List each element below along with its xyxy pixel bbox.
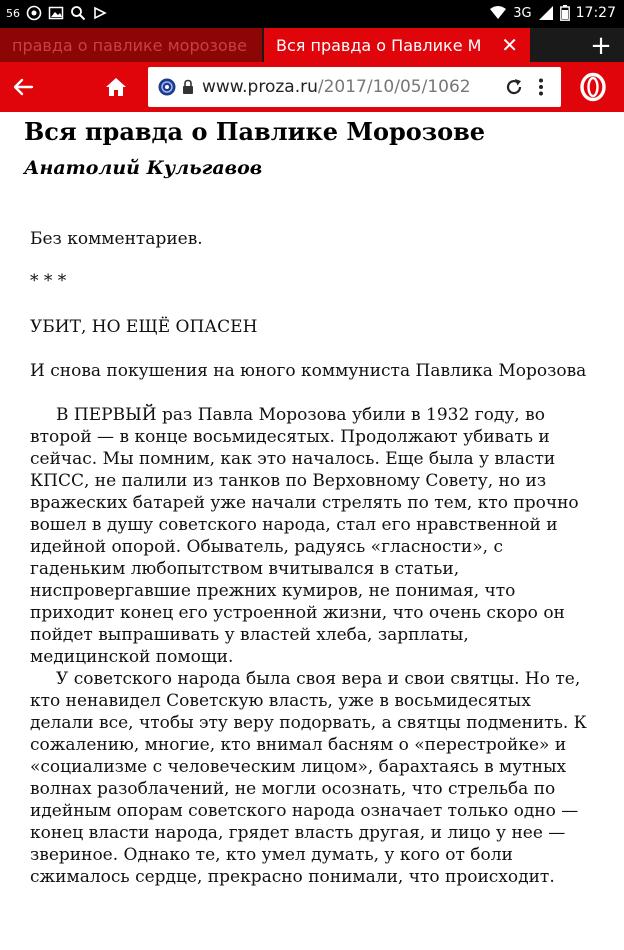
article-subtitle: УБИТ, НО ЕЩЁ ОПАСЕН [30, 317, 258, 337]
paragraph: У советского народа была своя вера и свои святцы. Но те, кто ненавидел Советскую власть, уже в восьмидесятых делали все, чтобы эту веру подорвать, а святцы подменить. К сожалению, многие, кто внимал басням о «перестройке» и «социализме с человеческим лицом», барахтаясь в мутных волнах разоблачений, не могли осознать, что стрельба по идейным опорам советского народа означает только одно — конец власти народа, грядет власть другая, и лицо у нее — звериное. Однако те, кто умел думать, у кого от боли сжималось сердце, прекрасно понимали, что происходит. [30, 669, 587, 887]
home-button[interactable] [102, 73, 130, 101]
article-author[interactable]: Анатолий Кульгавов [24, 157, 263, 179]
gallery-icon [48, 5, 64, 21]
tab-title: правда о павлике морозове [12, 35, 247, 55]
url-domain: www.proza.ru [202, 77, 318, 97]
reload-icon [504, 77, 524, 97]
page-content [0, 112, 624, 950]
address-bar[interactable] [148, 67, 561, 107]
back-button[interactable] [8, 72, 38, 102]
back-arrow-icon [8, 72, 38, 102]
tab-title: Вся правда о Павлике М [276, 35, 482, 55]
opera-logo-icon [578, 72, 608, 102]
article-title: Вся правда о Павлике Морозове [24, 117, 486, 146]
status-bar-left [6, 5, 108, 21]
close-tab-icon[interactable]: ✕ [501, 33, 518, 57]
clock: 17:27 [575, 5, 616, 21]
more-vert-icon [534, 77, 548, 97]
reload-button[interactable] [504, 77, 524, 97]
transfer-icon [92, 5, 108, 21]
section-separator: * * * [30, 271, 67, 291]
new-tab-button[interactable]: + [590, 31, 612, 61]
lock-icon [182, 79, 194, 95]
status-bar-right [489, 5, 616, 21]
browser-toolbar [0, 62, 624, 112]
status-bar [0, 0, 624, 28]
site-icon[interactable] [158, 78, 176, 96]
tab-strip [0, 28, 624, 62]
opera-menu-button[interactable] [578, 72, 608, 102]
article-lead: И снова покушения на юного коммуниста Павлика Морозова [30, 361, 587, 381]
menu-button[interactable] [534, 77, 548, 97]
signal-56-icon: 56 [6, 6, 20, 20]
url-text[interactable] [202, 77, 471, 97]
battery-icon [560, 5, 570, 21]
home-icon [102, 73, 130, 101]
search-icon [70, 5, 86, 21]
url-path: /2017/10/05/1062 [317, 77, 471, 97]
wifi-icon [489, 5, 507, 21]
network-type-label: 3G [513, 5, 532, 21]
cell-signal-icon [538, 5, 554, 21]
article-note: Без комментариев. [30, 229, 203, 249]
article-body [30, 404, 590, 888]
vpn-icon [26, 5, 42, 21]
paragraph: В ПЕРВЫЙ раз Павла Морозова убили в 1932 году, во второй — в конце восьмидесятых. Продолжают убивать и сейчас. Мы помним, как это началось. Еще была у власти КПСС, не палили из танков по Верховному Совету, но из вражеских батарей уже начали стрелять по тем, кто прочно вошел в душу советского народа, стал его нравственной и идейной опорой. Обыватель, радуясь «гласности», с гаденьким любопытством вчитывался в статьи, ниспровергавшие прежних кумиров, не понимая, что приходит конец его устроенной жизни, что очень скоро он пойдет выпрашивать у властей хлеба, зарплаты, медицинской помощи. [30, 405, 579, 667]
tab-inactive[interactable] [0, 28, 262, 62]
tab-active[interactable] [264, 28, 530, 62]
